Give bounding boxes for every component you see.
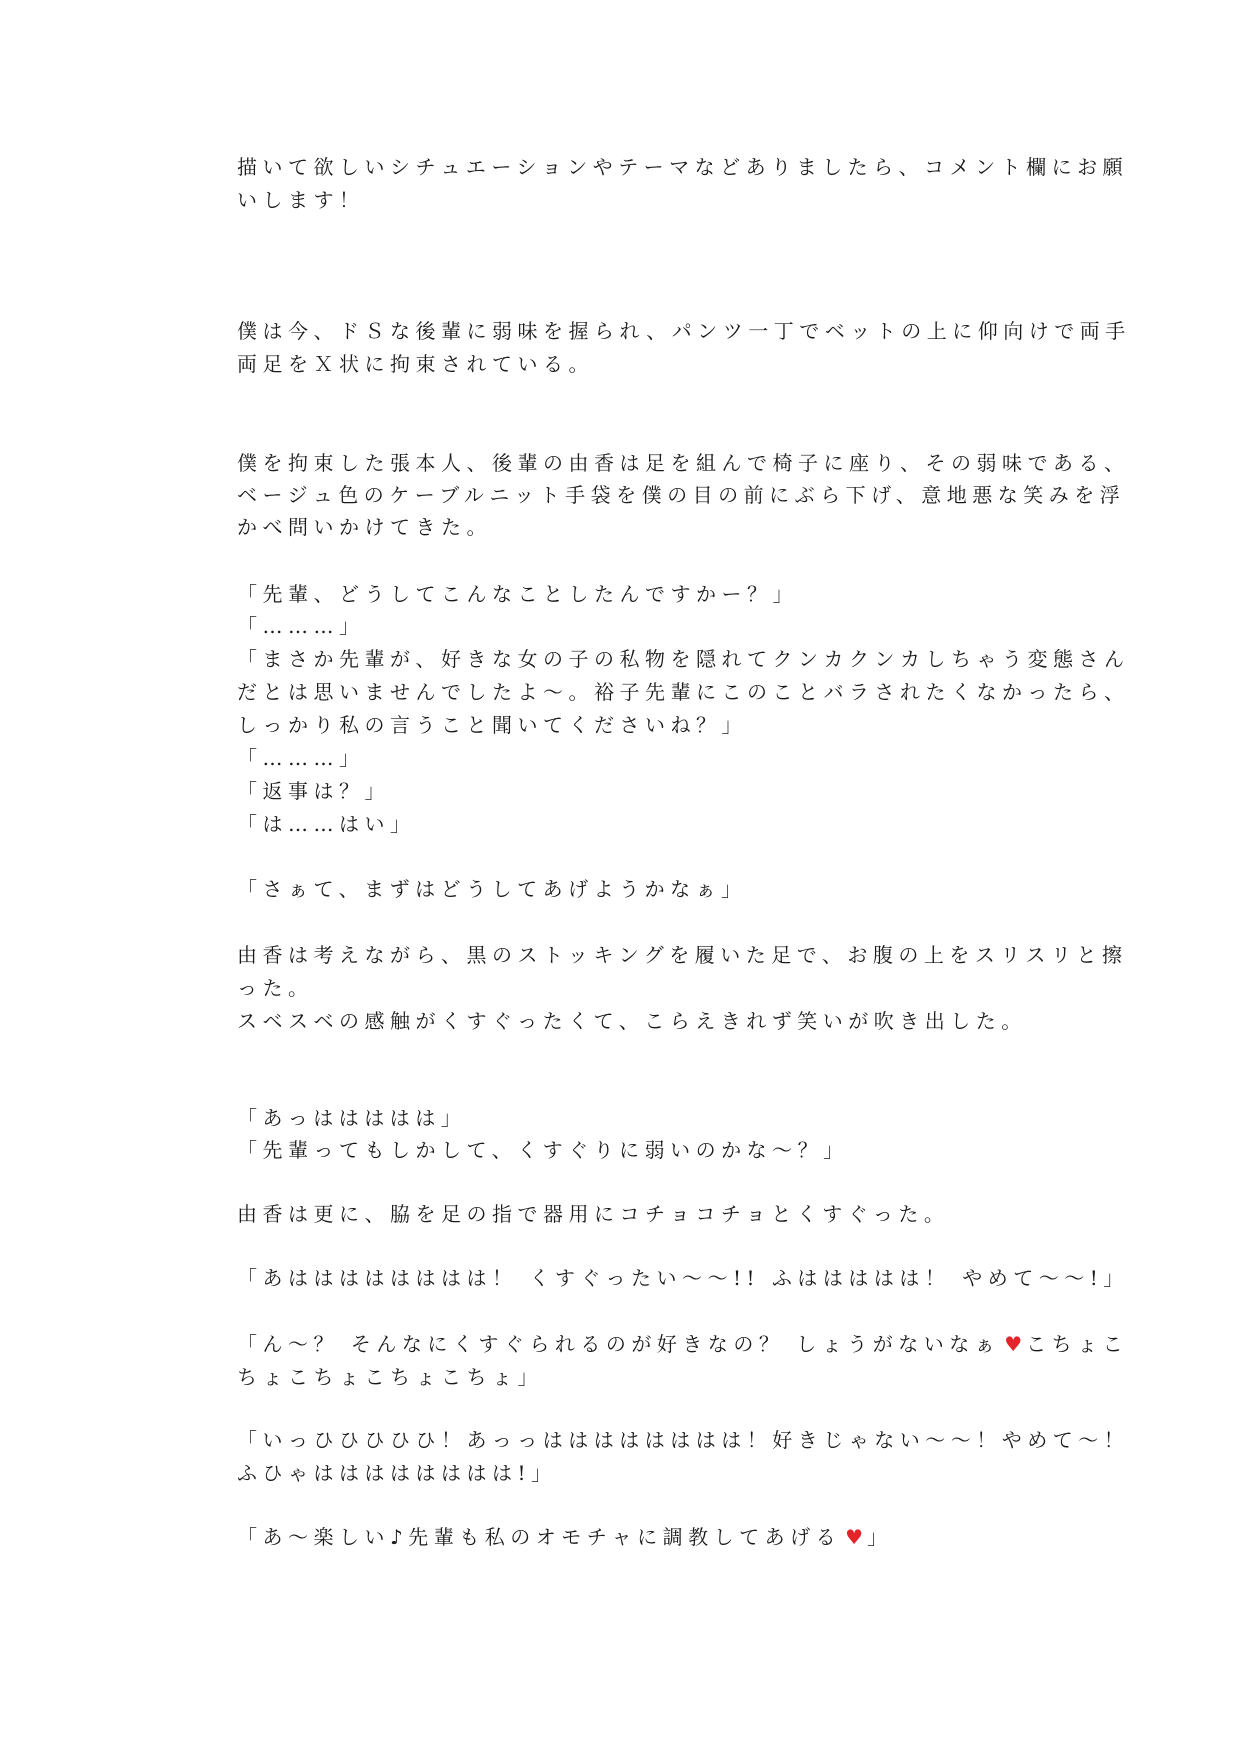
paragraph-line: 僕は今、ドＳな後輩に弱味を握られ、パンツ一丁でベットの上に仰向けで両手 xyxy=(237,319,1131,343)
dialogue-line: 「まさか先輩が、好きな女の子の私物を隠れてクンカクンカしちゃう変態さん xyxy=(237,647,1130,671)
paragraph-line: かべ問いかけてきた。 xyxy=(237,515,492,539)
dialogue-line: ちょこちょこちょこちょ」 xyxy=(237,1365,543,1389)
paragraph-line: 描いて欲しいシチュエーションやテーマなどありましたら、コメント欄にお願 xyxy=(237,155,1129,179)
dialogue-line: 「………」 xyxy=(237,746,365,770)
dialogue-line: 「いっひひひひひ！あっっはははははははは！好きじゃない～～！やめて～！ xyxy=(237,1428,1130,1452)
dialogue-line: 「先輩、どうしてこんなことしたんですかー？」 xyxy=(237,582,798,606)
paragraph-line: いします！ xyxy=(237,188,365,212)
dialogue-line: 「さぁて、まずはどうしてあげようかなぁ」 xyxy=(237,877,747,901)
paragraph-line: ベージュ色のケーブルニット手袋を僕の目の前にぶら下げ、意地悪な笑みを浮 xyxy=(237,483,1126,507)
dialogue-line: しっかり私の言うこと聞いてくださいね？」 xyxy=(237,713,747,737)
heart-icon: ♥ xyxy=(1004,1332,1023,1356)
dialogue-text: 「ん～？ そんなにくすぐられるのが好きなの？ しょうがないなぁ xyxy=(237,1332,1001,1356)
dialogue-line: 「返事は？」 xyxy=(237,779,390,803)
dialogue-line xyxy=(237,1521,1017,1553)
dialogue-line: ふひゃはははははははは!」 xyxy=(237,1461,557,1485)
paragraph-line: った。 xyxy=(237,976,314,1000)
heart-icon: ♥ xyxy=(845,1525,864,1549)
dialogue-line: だとは思いませんでしたよ～。裕子先輩にこのことバラされたくなかったら、 xyxy=(237,680,1130,704)
paragraph-line: 由香は考えながら、黒のストッキングを履いた足で、お腹の上をスリスリと擦 xyxy=(237,943,1128,967)
dialogue-line: 「あはははははははは！ くすぐったい～～!! ふははははは！ やめて～～!」 xyxy=(237,1266,1129,1290)
dialogue-text: 」 xyxy=(867,1525,893,1549)
dialogue-text: 「あ～楽しい♪先輩も私のオモチャに調教してあげる xyxy=(237,1525,842,1549)
dialogue-line: 「………」 xyxy=(237,614,365,638)
dialogue-line xyxy=(237,1328,1129,1360)
dialogue-line: 「あっははははは」 xyxy=(237,1106,467,1130)
dialogue-text: こちょこ xyxy=(1026,1332,1129,1356)
paragraph-line: 両足をＸ状に拘束されている。 xyxy=(237,352,594,376)
paragraph-line: 由香は更に、脇を足の指で器用にコチョコチョとくすぐった。 xyxy=(237,1202,950,1226)
dialogue-line: 「は……はい」 xyxy=(237,812,416,836)
paragraph-line: スベスベの感触がくすぐったくて、こらえきれず笑いが吹き出した。 xyxy=(237,1009,1027,1033)
dialogue-line: 「先輩ってもしかして、くすぐりに弱いのかな～？」 xyxy=(237,1138,849,1162)
paragraph-line: 僕を拘束した張本人、後輩の由香は足を組んで椅子に座り、その弱味である、 xyxy=(237,451,1130,475)
